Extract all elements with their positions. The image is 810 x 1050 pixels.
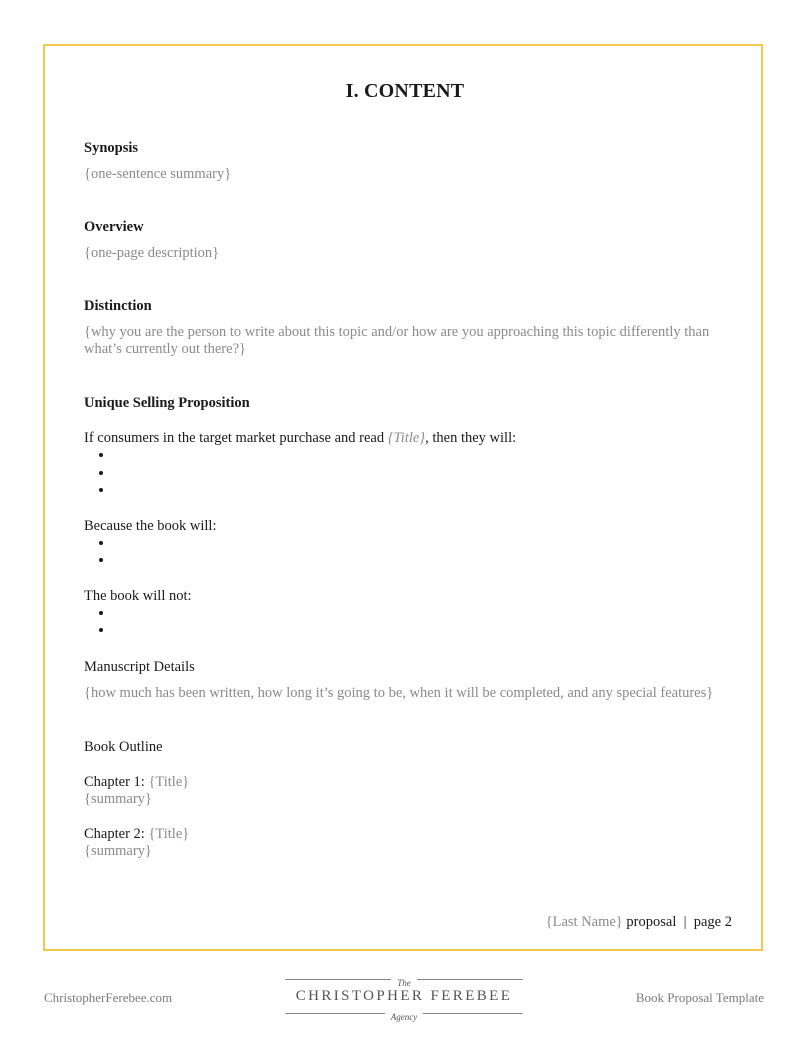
usp-consumers-line bbox=[84, 430, 734, 447]
overview-section bbox=[84, 219, 734, 262]
usp-will-not-label: The book will not: bbox=[84, 587, 192, 604]
usp-consumers-bullets bbox=[84, 447, 734, 500]
bullet-point bbox=[84, 447, 734, 465]
usp-will-not-bullets bbox=[84, 605, 734, 640]
bullet-point bbox=[84, 552, 734, 570]
chapter-1 bbox=[84, 774, 734, 808]
distinction-placeholder: {why you are the person to write about this topic and/or how are you approaching this topic differently than what’s currently out there?} bbox=[84, 324, 710, 357]
usp-section bbox=[84, 395, 734, 640]
logo-top-word: The bbox=[391, 978, 417, 988]
chapter-summary-placeholder: {summary} bbox=[84, 843, 152, 859]
distinction-heading: Distinction bbox=[84, 298, 152, 314]
bullet-point bbox=[84, 622, 734, 640]
chapter-label: Chapter 1: bbox=[84, 774, 149, 790]
manuscript-placeholder: {how much has been written, how long it’s going to be, when it will be completed, and any special features} bbox=[84, 685, 714, 701]
bullet-point bbox=[84, 535, 734, 553]
outline-heading: Book Outline bbox=[84, 739, 163, 755]
bullet-point bbox=[84, 605, 734, 623]
overview-placeholder: {one-page description} bbox=[84, 245, 220, 261]
synopsis-placeholder: {one-sentence summary} bbox=[84, 166, 232, 182]
last-name-placeholder: {Last Name} bbox=[545, 914, 623, 930]
usp-consumers-prefix: If consumers in the target market purchase and read bbox=[84, 430, 388, 446]
template-name: Book Proposal Template bbox=[635, 990, 764, 1005]
chapter-label: Chapter 2: bbox=[84, 826, 149, 842]
outline-section bbox=[84, 739, 734, 860]
website-link[interactable]: ChristopherFerebee.com bbox=[44, 990, 173, 1005]
usp-consumers-suffix: , then they will: bbox=[425, 430, 517, 446]
chapter-title-placeholder: {Title} bbox=[148, 774, 190, 790]
page-footer bbox=[546, 914, 732, 931]
usp-title-placeholder: {Title} bbox=[387, 430, 426, 446]
distinction-section bbox=[84, 298, 734, 358]
synopsis-section bbox=[84, 140, 734, 183]
overview-heading: Overview bbox=[84, 219, 144, 235]
chapter-summary-placeholder: {summary} bbox=[84, 791, 152, 807]
manuscript-section bbox=[84, 659, 734, 702]
logo-main-word: CHRISTOPHER FEREBEE bbox=[295, 988, 513, 1004]
manuscript-heading: Manuscript Details bbox=[84, 659, 195, 675]
chapter-2 bbox=[84, 826, 734, 860]
usp-because-label: Because the book will: bbox=[84, 517, 217, 534]
proposal-label: proposal bbox=[622, 914, 677, 930]
bullet-point bbox=[84, 465, 734, 483]
page-number: page 2 bbox=[693, 914, 732, 930]
bullet-point bbox=[84, 482, 734, 500]
footer-separator: | bbox=[683, 914, 687, 930]
usp-because-bullets bbox=[84, 535, 734, 570]
page-title: I. CONTENT bbox=[345, 80, 465, 102]
agency-logo bbox=[285, 972, 523, 1022]
synopsis-heading: Synopsis bbox=[84, 140, 139, 156]
logo-bottom-word: Agency bbox=[385, 1012, 423, 1022]
usp-heading: Unique Selling Proposition bbox=[84, 395, 250, 411]
chapter-title-placeholder: {Title} bbox=[148, 826, 190, 842]
